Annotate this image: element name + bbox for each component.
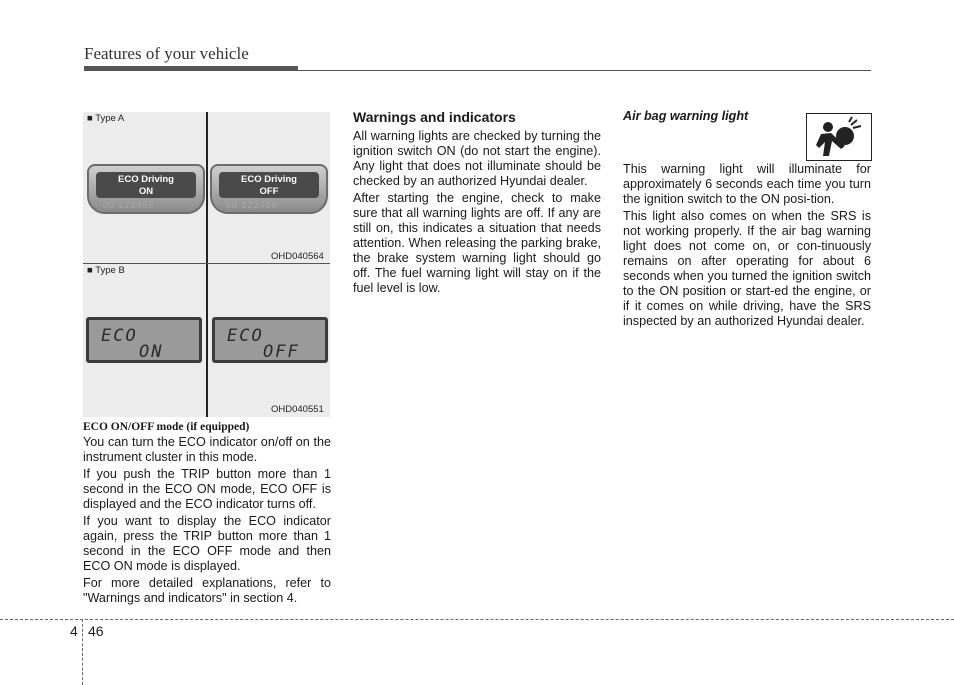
eco-on-line1: ECO Driving <box>118 174 174 185</box>
airbag-section <box>623 162 871 329</box>
eco-off-lcd-display <box>212 317 328 363</box>
figure-divider-vertical <box>206 112 208 417</box>
type-a-label: ■ Type A <box>87 113 125 124</box>
paragraph: You can turn the ECO indicator on/off on the instrument cluster in this mode. <box>83 435 331 464</box>
type-b-label: ■ Type B <box>87 265 125 276</box>
page-number: 46 <box>88 623 104 639</box>
paragraph: All warning lights are checked by turning the ignition switch ON (do not start the engine). Any light that does not illuminate should be checked by an authorized Hyundai dealer. <box>353 129 601 188</box>
airbag-warning-icon <box>806 113 872 161</box>
odometer-readout: 00 123456 <box>103 200 155 210</box>
eco-off-line1: ECO Driving <box>241 174 297 185</box>
section-number: 4 <box>70 623 78 639</box>
airbag-heading: Air bag warning light <box>623 109 749 123</box>
figure-divider-horizontal <box>83 263 330 264</box>
footer-rule <box>0 619 954 620</box>
paragraph: After starting the engine, check to make sure that all warning lights are off. If any are still on, this indicates a situation that needs attention. When releasing the parking brake, the brake system warning light should go off. The fuel warning light will stay on if the fuel level is low. <box>353 191 601 295</box>
paragraph: For more detailed explanations, refer to "Warnings and indicators" in section 4. <box>83 576 331 605</box>
warnings-heading: Warnings and indicators <box>353 109 516 125</box>
page-header-title: Features of your vehicle <box>84 44 249 63</box>
header-rule <box>84 70 871 71</box>
paragraph: This warning light will illuminate for approximately 6 seconds each time you turn the ignition switch to the ON posi-tion. <box>623 162 871 206</box>
lcd-eco-label: ECO <box>101 326 138 346</box>
eco-on-line2: ON <box>138 186 154 197</box>
eco-on-display-screen <box>96 172 196 198</box>
lcd-off-label: OFF <box>263 342 300 362</box>
figure-code-b: OHD040551 <box>271 404 324 415</box>
eco-on-cluster-display <box>87 164 205 214</box>
odometer-readout: 00 123456 <box>226 200 278 210</box>
eco-mode-heading: ECO ON/OFF mode (if equipped) <box>83 421 250 433</box>
paragraph: If you want to display the ECO indicator again, press the TRIP button more than 1 second in the ECO OFF mode and then ECO ON mode is displayed. <box>83 514 331 573</box>
footer-divider <box>82 619 83 685</box>
eco-off-cluster-display <box>210 164 328 214</box>
paragraph: If you push the TRIP button more than 1 second in the ECO ON mode, ECO OFF is displayed and the ECO indicator turns off. <box>83 467 331 511</box>
eco-on-lcd-display <box>86 317 202 363</box>
warnings-section <box>353 109 601 296</box>
lcd-eco-label: ECO <box>227 326 264 346</box>
eco-off-display-screen <box>219 172 319 198</box>
figure-code-a: OHD040564 <box>271 251 324 262</box>
paragraph: This light also comes on when the SRS is not working properly. If the air bag warning light does not come on, or con-tinuously remains on after operating for about 6 seconds when you turned the ignition switch to the ON position or start-ed the engine, or if it comes on while driving, have the SRS inspected by an authorized Hyundai dealer. <box>623 209 871 328</box>
eco-off-line2: OFF <box>259 186 279 197</box>
lcd-on-label: ON <box>139 342 164 362</box>
eco-mode-section <box>83 421 331 606</box>
